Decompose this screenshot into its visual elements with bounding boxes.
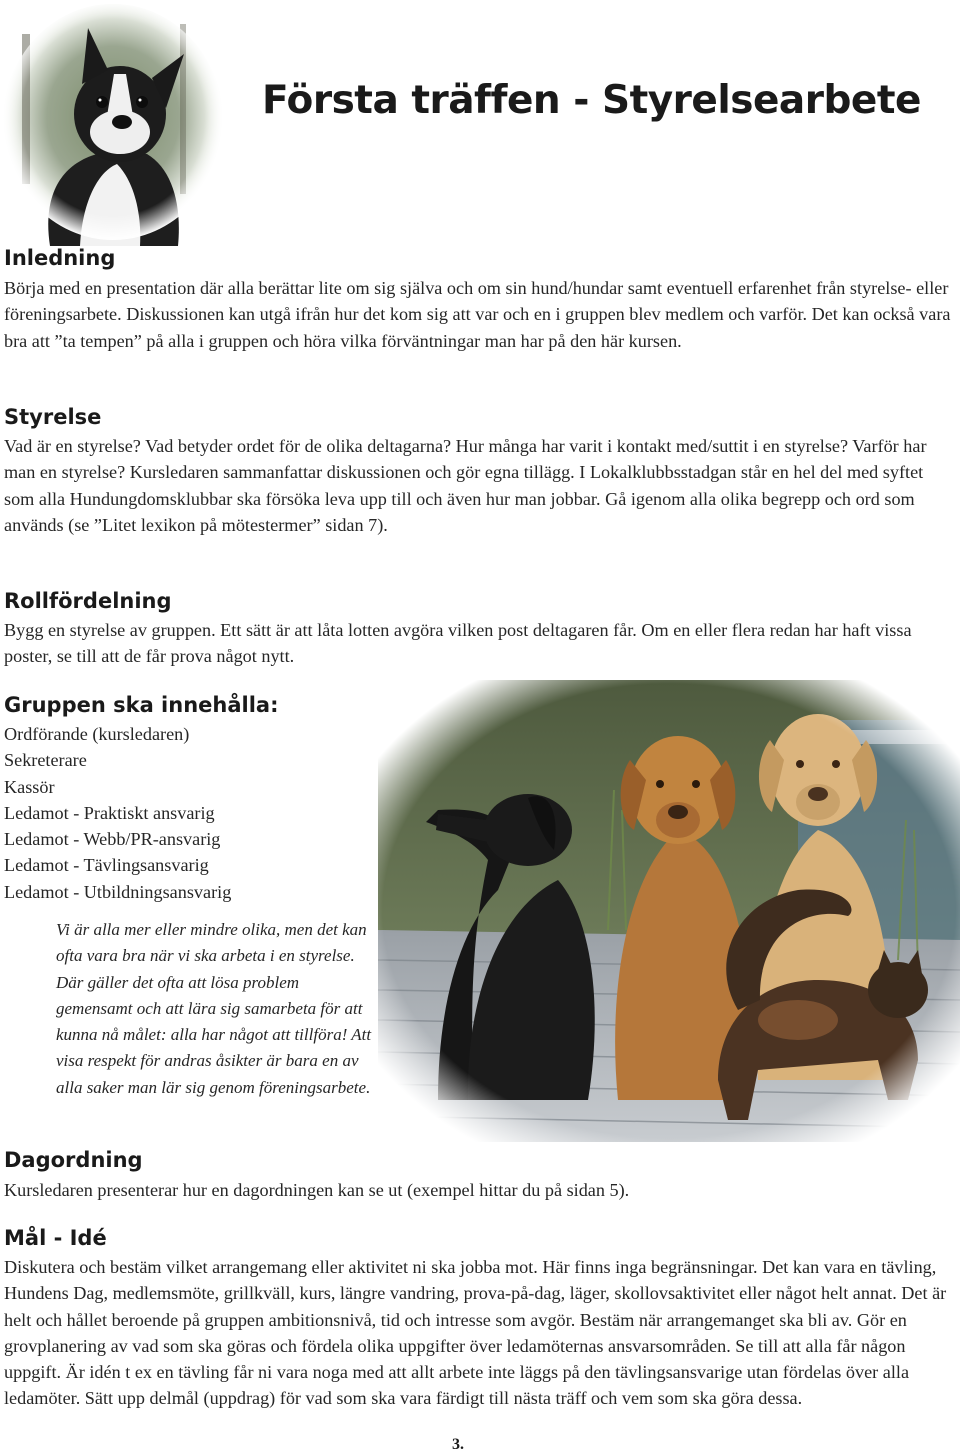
list-item: Ledamot - Utbildningsansvarig xyxy=(4,881,232,902)
heading-gruppen: Gruppen ska innehålla: xyxy=(4,693,279,717)
paragraph-dagordning: Kursledaren presenterar hur en dagordningen kan se ut (exempel hittar du på sidan 5). xyxy=(4,1180,630,1200)
heading-rollfordelning: Rollfördelning xyxy=(4,589,172,613)
boston-terrier-photo xyxy=(2,4,224,246)
paragraph-mal-ide: Diskutera och bestäm vilket arrangemang eller aktivitet ni ska jobba mot. Här finns inga begränsningar. Det kan vara en tävling, Hundens Dag, medlemsmöte, grillkväll, kurs, längre vandring, prova-på-dag, läger, skollovsaktivitet eller något helt annat. Det är helt och hållet beroende på gruppen ambitionsnivå, tid och intresse som avgör. Bestäm när arrangemanget ska bli av. Gör en grovplanering av vad som ska göras och fördela olika uppgifter över ledamöternas ansvarsområden. Se till att alla får någon uppgift. Är idén t ex en tävling får ni vara noga med att allt arbete inte läggs på den tävlingsansvarige utan fördelas över alla ledamöter. Sätt upp delmål (uppdrag) för vad som ska vara färdigt till nästa träff och vem som ska göra dessa. xyxy=(4,1257,947,1409)
list-item: Sekreterare xyxy=(4,750,87,771)
dogs-on-dock-photo xyxy=(378,680,960,1142)
pull-quote: Vi är alla mer eller mindre olika, men det kan ofta vara bra när vi ska arbeta i en styrelse. Där gäller det ofta att lösa problem gemensamt och att lära sig samarbeta för att kunna nå målet: alla har något att tillföra! Att visa respekt för andras åsikter är bara en av alla saker man lär sig genom föreningsarbete. xyxy=(56,920,372,1097)
page-number: 3. xyxy=(452,1436,464,1453)
list-item: Ledamot - Praktiskt ansvarig xyxy=(4,802,215,823)
page-title: Första träffen - Styrelsearbete xyxy=(262,78,921,123)
list-item: Kassör xyxy=(4,776,55,797)
list-item: Ledamot - Webb/PR-ansvarig xyxy=(4,829,221,850)
list-item: Ledamot - Tävlingsansvarig xyxy=(4,855,209,876)
paragraph-inledning: Börja med en presentation där alla berättar lite om sig själva och om sin hund/hundar samt eventuell erfarenhet från styrelse- eller föreningsarbete. Diskussionen kan utgå ifrån hur det kom sig att var och en i gruppen blev medlem och varför. Det kan också vara bra att ”ta tempen” på alla i gruppen och höra vilka förväntningar man har på den här kursen. xyxy=(4,278,951,351)
heading-dagordning: Dagordning xyxy=(4,1148,143,1172)
heading-styrelse: Styrelse xyxy=(4,405,102,429)
paragraph-rollfordelning: Bygg en styrelse av gruppen. Ett sätt är att låta lotten avgöra vilken post deltagaren får. Om en eller flera redan har haft vissa poster, se till att de får prova något nytt. xyxy=(4,620,912,667)
heading-inledning: Inledning xyxy=(4,246,116,270)
paragraph-styrelse: Vad är en styrelse? Vad betyder ordet för de olika deltagarna? Hur många har varit i kontakt med/suttit i en styrelse? Varför har man en styrelse? Kursledaren sammanfattar diskussionen och gör egna tillägg. I Lokalklubbsstadgan står en hel del med syftet som alla Hundungdomsklubbar ska försöka leva upp till och även hur man jobbar. Gå igenom alla olika begrepp och ord som används (se ”Litet lexikon på mötestermer” sidan 7). xyxy=(4,436,927,535)
list-item: Ordförande (kursledaren) xyxy=(4,724,190,744)
heading-mal-ide: Mål - Idé xyxy=(4,1226,107,1250)
role-list xyxy=(4,721,374,905)
